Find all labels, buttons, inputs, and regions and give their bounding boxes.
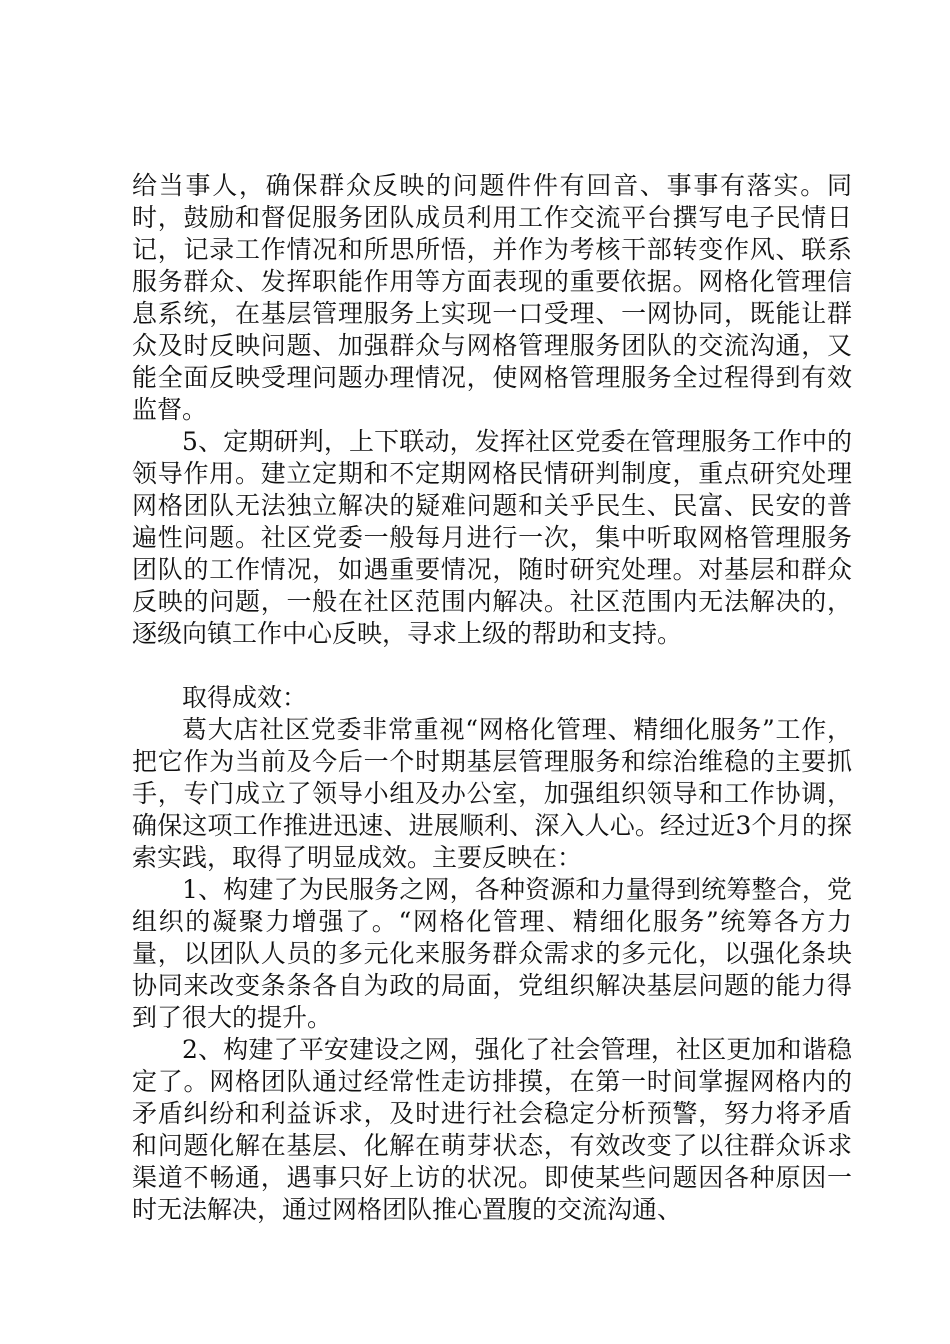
document-page bbox=[132, 170, 852, 1226]
paragraph-item-5: 5、定期研判，上下联动，发挥社区党委在管理服务工作中的领导作用。建立定期和不定期网格民情研判制度，重点研究处理网格团队无法独立解决的疑难问题和关乎民生、民富、民安的普遍性问题。社区党委一般每月进行一次，集中听取网格管理服务团队的工作情况，如遇重要情况，随时研究处理。对基层和群众反映的问题，一般在社区范围内解决。社区范围内无法解决的，逐级向镇工作中心反映，寻求上级的帮助和支持。 bbox=[132, 427, 852, 648]
paragraph-item-2: 2、构建了平安建设之网，强化了社会管理，社区更加和谐稳定了。网格团队通过经常性走访排摸，在第一时间掌握网格内的矛盾纠纷和利益诉求，及时进行社会稳定分析预警，努力将矛盾和问题化解在基层、化解在萌芽状态，有效改变了以往群众诉求渠道不畅通，遇事只好上访的状况。即使某些问题因各种原因一时无法解决，通过网格团队推心置腹的交流沟通、 bbox=[132, 1035, 852, 1224]
section-heading-results: 取得成效： bbox=[182, 683, 308, 712]
paragraph-spacer bbox=[132, 650, 852, 682]
paragraph-results-intro: 葛大店社区党委非常重视“网格化管理、精细化服务”工作，把它作为当前及今后一个时期基层管理服务和综治维稳的主要抓手，专门成立了领导小组及办公室，加强组织领导和工作协调，确保这项工作推进迅速、进展顺利、深入人心。经过近3个月的探索实践，取得了明显成效。主要反映在： bbox=[132, 715, 852, 872]
paragraph-continuation: 给当事人，确保群众反映的问题件件有回音、事事有落实。同时，鼓励和督促服务团队成员利用工作交流平台撰写电子民情日记，记录工作情况和所思所悟，并作为考核干部转变作风、联系服务群众、发挥职能作用等方面表现的重要依据。网格化管理信息系统，在基层管理服务上实现一口受理、一网协同，既能让群众及时反映问题、加强群众与网格管理服务团队的交流沟通，又能全面反映受理问题办理情况，使网格管理服务全过程得到有效监督。 bbox=[132, 171, 852, 424]
paragraph-item-1: 1、构建了为民服务之网，各种资源和力量得到统筹整合，党组织的凝聚力增强了。“网格化管理、精细化服务”统筹各方力量，以团队人员的多元化来服务群众需求的多元化，以强化条块协同来改变条条各自为政的局面，党组织解决基层问题的能力得到了很大的提升。 bbox=[132, 875, 852, 1032]
